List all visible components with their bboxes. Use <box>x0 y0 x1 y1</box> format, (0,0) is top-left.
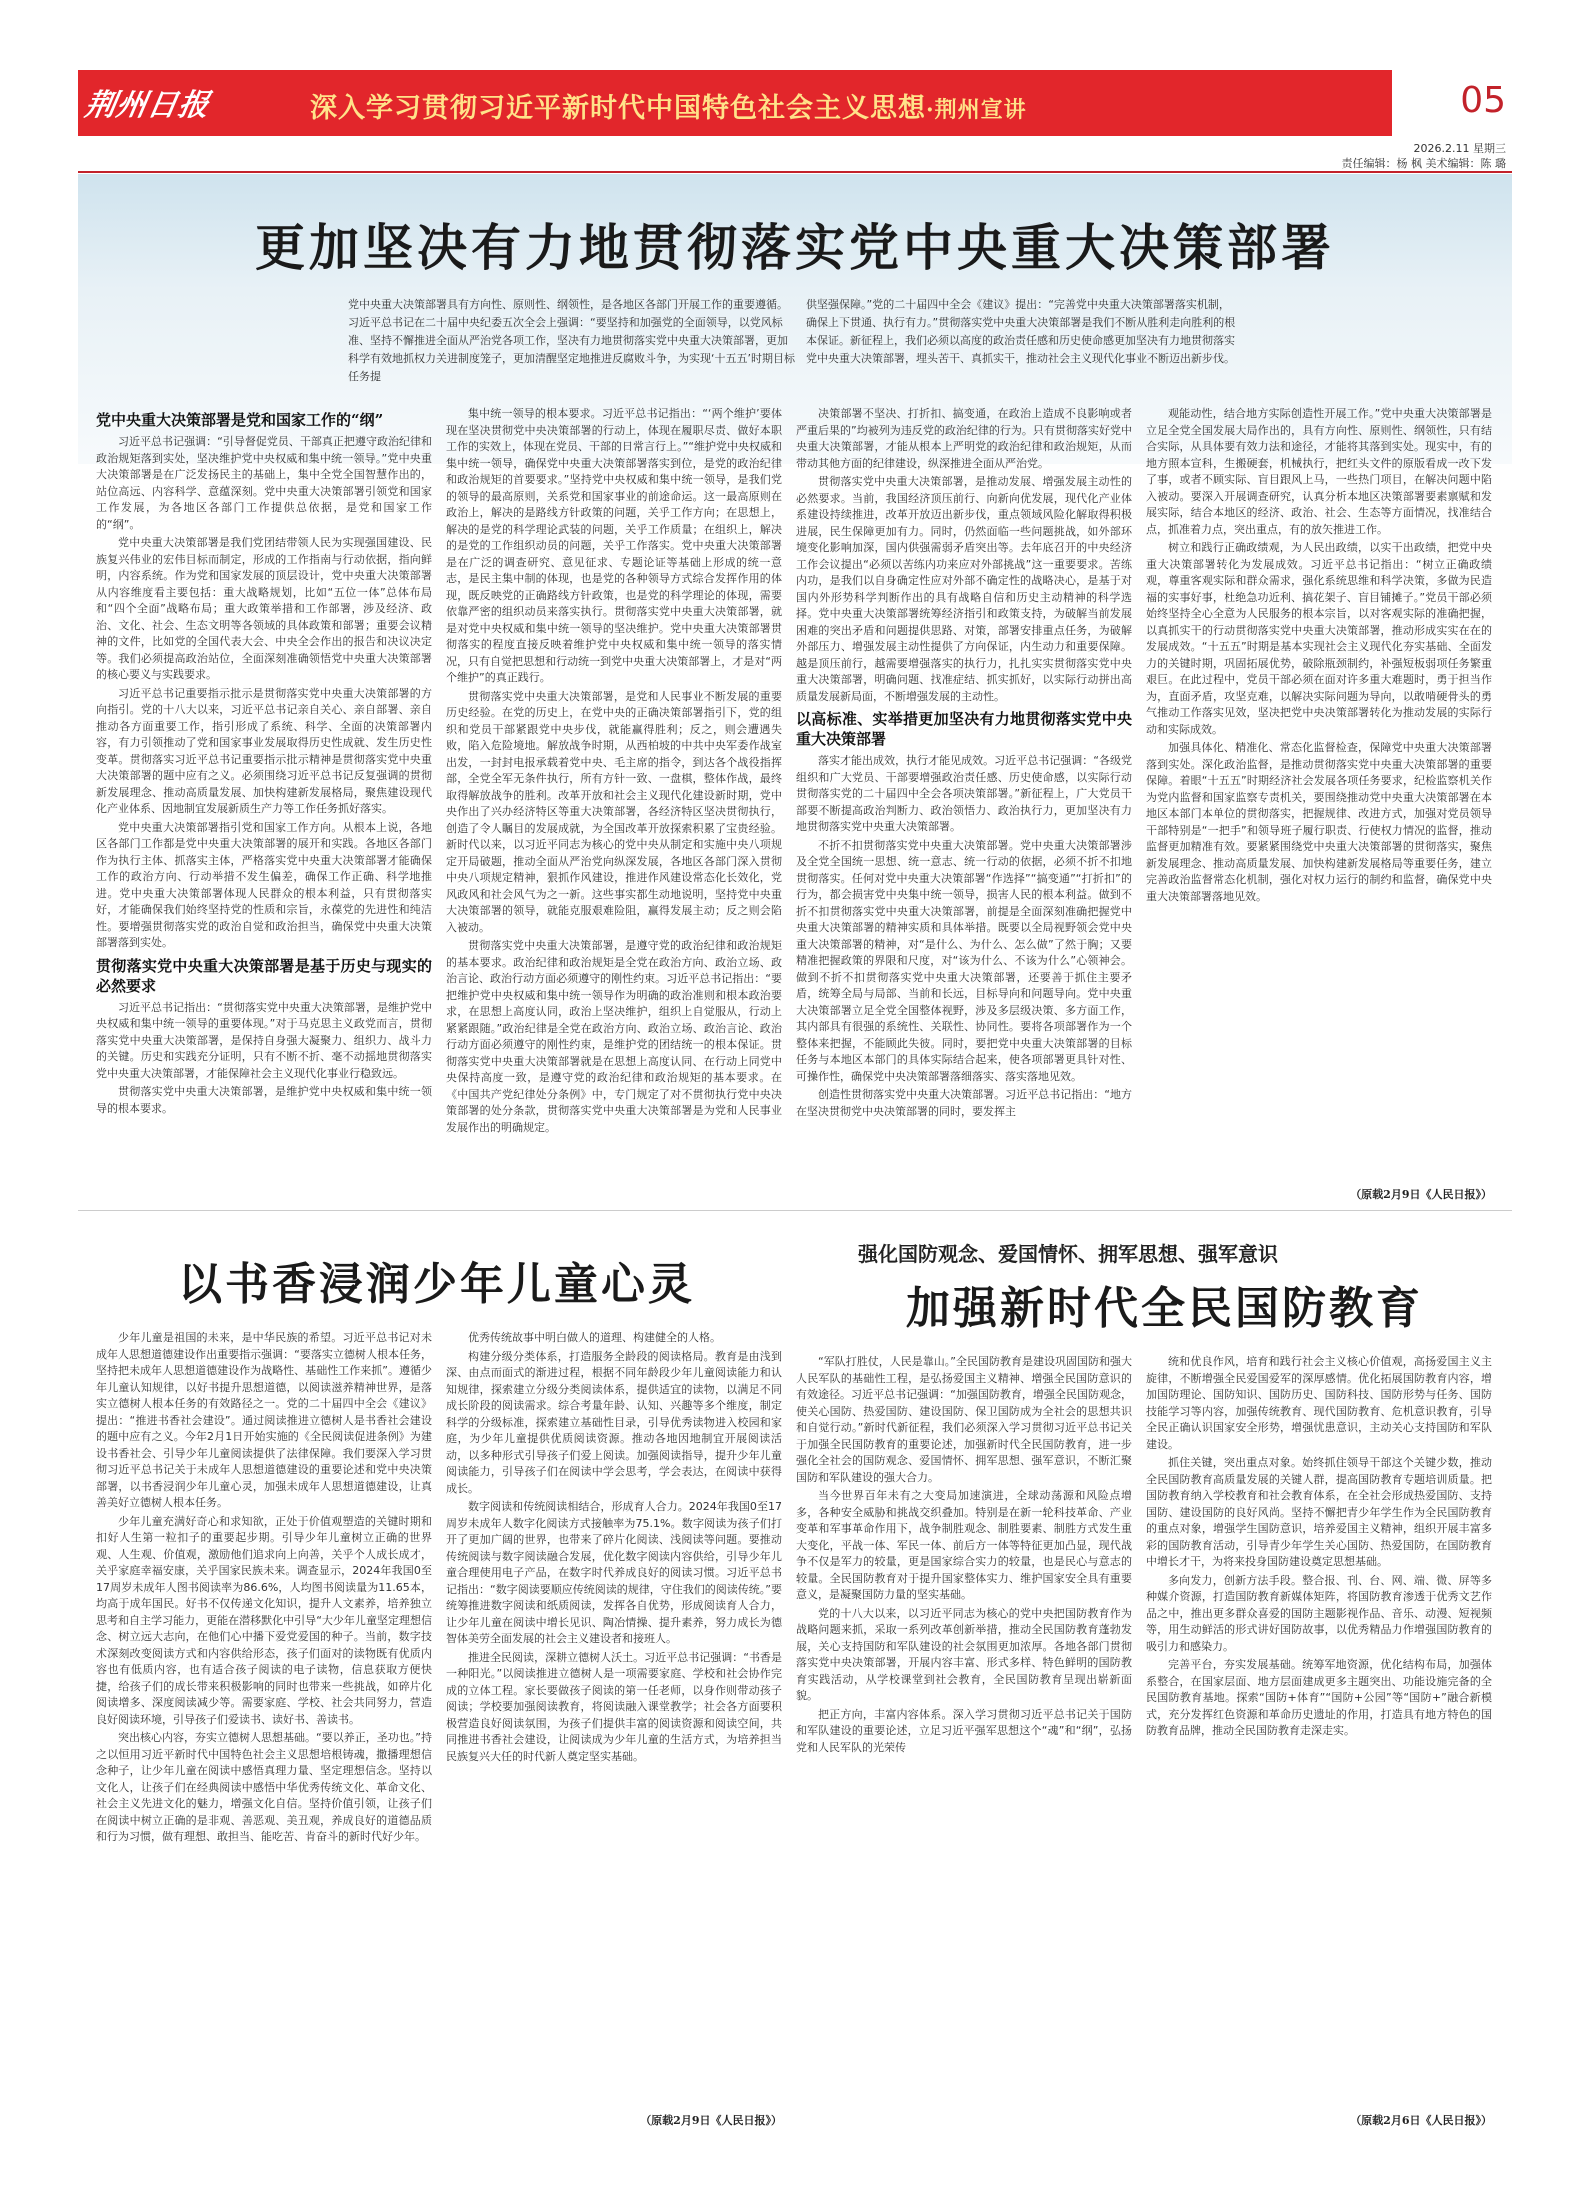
paragraph: 党中央重大决策部署是我们党团结带领人民为实现强国建设、民族复兴伟业的宏伟目标而制定，形成的工作指南与行动依据，指向鲜明，内容系统。作为党和国家发展的顶层设计，党中央重大决策部署从内容维度看主要包括：重大战略规划，比如“五位一体”总体布局和“四个全面”战略布局；重大政策举措和工作部署，涉及经济、政治、文化、社会、生态文明等各领域的具体政策和部署；重要会议精神的文件，比如党的全国代表大会、中央全会作出的报告和决议决定等。我们必须提高政治站位，全面深刻准确领悟党中央重大决策部署的核心要义与实践要求。 <box>96 536 432 681</box>
paragraph: 落实才能出成效，执行才能见成效。习近平总书记强调：“各级党组织和广大党员、干部要增强政治责任感、历史使命感，以实际行动贯彻落实党的二十届四中全会各项决策部署。”新征程上，广大党员干部要不断提高政治判断力、政治领悟力、政治执行力，更加坚决有力地贯彻落实党中央重大决策部署。 <box>796 754 1132 833</box>
editor-credits: 责任编辑：杨 枫 美术编辑：陈 璐 <box>1341 157 1506 170</box>
paragraph: 多向发力，创新方法手段。整合报、刊、台、网、端、微、屏等多种媒介资源，打造国防教育新媒体矩阵，将国防教育渗透于优秀文艺作品之中，推出更多群众喜爱的国防主题影视作品、音乐、动漫、短视频等，用生动鲜活的形式讲好国防故事，以优秀精品力作增强国防教育的吸引力和感染力。 <box>1146 1573 1492 1653</box>
issue-date: 2026.2.11 星期三 <box>1413 142 1506 155</box>
paragraph: 党的十八大以来，以习近平同志为核心的党中央把国防教育作为战略问题来抓，采取一系列改革创新举措，推动全民国防教育蓬勃发展，关心支持国防和军队建设的社会氛围更加浓厚。各地各部门贯彻落实党中央决策部署，开展内容丰富、形式多样、特色鲜明的国防教育实践活动，从学校课堂到社会教育，全民国防教育呈现出崭新面貌。 <box>796 1606 1132 1702</box>
article1-headline: 更加坚决有力地贯彻落实党中央重大决策部署 <box>255 218 1335 277</box>
newspaper-page <box>78 70 1512 2150</box>
paragraph: 统和优良作风，培育和践行社会主义核心价值观，高扬爱国主义主旋律，不断增强全民爱国爱军的深厚感情。优化拓展国防教育内容，增加国防理论、国防知识、国防历史、国防科技、国防形势与任务、国防技能学习等内容，加强传统教育、现代国防教育、危机意识教育，引导全民正确认识国家安全形势，增强忧患意识，主动关心支持国防和军队建设。 <box>1146 1355 1492 1451</box>
paragraph: 创造性贯彻落实党中央重大决策部署。习近平总书记指出：“地方在坚决贯彻党中央决策部署的同时，要发挥主 <box>796 1088 1132 1118</box>
paragraph: 贯彻落实党中央重大决策部署，是推动发展、增强发展主动性的必然要求。当前，我国经济顶压前行、向新向优发展，现代化产业体系建设持续推进，改革开放迈出新步伐，重点领域风险化解取得积极进展，民生保障更加有力。同时，仍然面临一些问题挑战，如外部环境变化影响加深，国内供强需弱矛盾突出等。去年底召开的中央经济工作会议提出“必须以苦练内功来应对外部挑战”这一重要要求。苦练内功，是我们以自身确定性应对外部不确定性的战略决心，是基于对国内外形势科学判断作出的具有战略自信和历史主动精神的科学选择。党中央重大决策部署统筹经济指引和政策支持，为破解当前发展困难的突出矛盾和问题提供思路、对策，部署安排重点任务，为破解外部压力、增强发展主动性提供了方向保证，内生动力和重要保障。越是顶压前行，越需要增强落实的执行力，扎扎实实贯彻落实党中央重大决策部署，明确问题、找准症结、抓实抓好，以实际行动拼出高质量发展新局面，不断增强发展的主动性。 <box>796 475 1132 703</box>
paragraph: 加强具体化、精准化、常态化监督检查，保障党中央重大决策部署落到实处。深化政治监督，是推动贯彻落实党中央重大决策部署的重要保障。着眼“十五五”时期经济社会发展各项任务要求，纪检监察机关作为党内监督和国家监察专责机关，要围绕推动党中央重大决策部署在本地区本部门本单位的贯彻落实，把握规律、改进方式，加强对党员领导干部特别是“一把手”和领导班子履行职责、行使权力情况的监督，推动监督更加精准有效。要紧紧围绕党中央重大决策部署的贯彻落实，聚焦新发展理念、推动高质量发展、加快构建新发展格局等重要任务，建立完善政治监督常态化机制，强化对权力运行的制约和监督，确保党中央重大决策部署落地见效。 <box>1146 741 1492 903</box>
article3-column-1 <box>796 1354 1132 2144</box>
paragraph: 习近平总书记强调：“引导督促党员、干部真正把遵守政治纪律和政治规矩落到实处，坚决维护党中央权威和集中统一领导。”党中央重大决策部署是在广泛发扬民主的基础上，集中全党全国智慧作出的，站位高远、内容科学、意蕴深刻。党中央重大决策部署引领党和国家工作发展，为各地区各部门工作提供总依据，是党和国家工作的“纲”。 <box>96 435 432 531</box>
section-title-main: 深入学习贯彻习近平新时代中国特色社会主义思想 <box>310 93 926 124</box>
article1-source: （原载2月9日《人民日报》） <box>1350 1188 1492 1201</box>
article2-column-2 <box>446 1330 782 2110</box>
paragraph: 完善平台，夯实发展基础。统筹军地资源，优化结构布局，加强体系整合，在国家层面、地方层面建成更多主题突出、功能设施完备的全民国防教育基地。探索“国防+体育”“国防+公园”等“国防+”融合新模式，充分发挥红色资源和革命历史遗址的作用，打造具有地方特色的国防教育品牌，推动全民国防教育走深走实。 <box>1146 1658 1492 1737</box>
paragraph: 当今世界百年未有之大变局加速演进，全球动荡源和风险点增多，各种安全威胁和挑战交织叠加。特别是在新一轮科技革命、产业变革和军事革命作用下，战争制胜观念、制胜要素、制胜方式发生重大变化，平战一体、军民一体、前后方一体等特征更加凸显，现代战争不仅是军力的较量，更是国家综合实力的较量，也是民心与意志的较量。全民国防教育对于提升国家整体实力、维护国家安全具有重要意义，是凝聚国防力量的坚实基础。 <box>796 1489 1132 1601</box>
article1-column-4 <box>1146 406 1492 1184</box>
paragraph: 不折不扣贯彻落实党中央重大决策部署。党中央重大决策部署涉及全党全国统一思想、统一意志、统一行动的依据，必须不折不扣地贯彻落实。任何对党中央重大决策部署“作选择”“搞变通”“打折扣”的行为，都会损害党中央集中统一领导，损害人民的根本利益。做到不折不扣贯彻落实党中央重大决策部署，前提是全面深刻准确把握党中央重大决策部署的精神实质和具体举措。既要以全局视野领会党中央重大决策部署的精神，对“是什么、为什么、怎么做”了然于胸；又要精准把握政策的界限和尺度，对“该为什么、不该为什么”心领神会。做到不折不扣贯彻落实党中央重大决策部署，还要善于抓住主要矛盾，统筹全局与局部、当前和长远，目标导向和问题导向。党中央重大决策部署立足全党全国整体视野，涉及多层级决策、多方面工作，其内部具有很强的系统性、关联性、协同性。要将各项部署作为一个整体来把握，不能顾此失彼。同时，要把党中央重大决策部署的目标任务与本地区本部门的具体实际结合起来，使各项部署更具针对性、可操作性，确保党中央决策部署落细落实、落实落地见效。 <box>796 838 1132 1083</box>
article1-subheading-2: 贯彻落实党中央重大决策部署是基于历史与现实的必然要求 <box>96 956 432 995</box>
paragraph: 观能动性，结合地方实际创造性开展工作。”党中央重大决策部署是立足全党全国发展大局作出的，具有方向性、原则性、纲领性，只有结合实际，从具体要有效力法和途径，才能将其落到实处。现实中，有的地方照本宣科，生搬硬套，机械执行，把红头文件的原版看成一改下发了事，或者不顾实际、盲目跟风上马，一些热门项目，在解决问题中陷入被动。要深入开展调查研究，认真分析本地区决策部署要素禀赋和发展实际，结合本地区的经济、政治、社会、生态等方面情况，找准结合点，抓准着力点，突出重点，有的放矢推进工作。 <box>1146 407 1492 536</box>
article2-source: （原载2月9日《人民日报》） <box>640 2114 782 2127</box>
paragraph: 习近平总书记指出：“贯彻落实党中央重大决策部署，是维护党中央权威和集中统一领导的重要体现。”对于马克思主义政党而言，贯彻落实党中央重大决策部署，是保持自身强大凝聚力、组织力、战斗力的关键。历史和实践充分证明，只有不断不折、毫不动摇地贯彻落实党中央重大决策部署，才能保障社会主义现代化事业行稳致远。 <box>96 1000 432 1080</box>
article3-source: （原载2月6日《人民日报》） <box>1350 2114 1492 2127</box>
section-title <box>310 86 1027 125</box>
paragraph: 贯彻落实党中央重大决策部署，是遵守党的政治纪律和政治规矩的基本要求。政治纪律和政治规矩是全党在政治方向、政治立场、政治言论、政治行动方面必须遵守的刚性约束。习近平总书记指出：“要把维护党中央权威和集中统一领导作为明确的政治准则和根本政治要求，在思想上高度认同，政治上坚决维护，组织上自觉服从，行动上紧紧跟随。”政治纪律是全党在政治方向、政治立场、政治言论、政治行动方面必须遵守的刚性约束，是维护党的团结统一的根本保证。贯彻落实党中央重大决策部署就是在思想上高度认同、在行动上同党中央保持高度一致，是遵守党的政治纪律和政治规矩的基本要求。在《中国共产党纪律处分条例》中，专门规定了对不贯彻执行党中央决策部署的处分条款，贯彻落实党中央重大决策部署是为党和人民事业发展作出的明确规定。 <box>446 939 782 1134</box>
article1-lead-left: 党中央重大决策部署具有方向性、原则性、纲领性，是各地区各部门开展工作的重要遵循。习近平总书记在二十届中央纪委五次全会上强调：“要坚持和加强党的全面领导，以党风标准、坚持不懈推进全面从严治党各项工作，坚决有力地贯彻落实党中央重大决策部署，更加科学有效地抓权力关进制度笼子，更加清醒坚定地推进反腐败斗争，为实现‘十五五’时期目标任务提 <box>348 298 795 383</box>
newspaper-logo: 荆州日报 <box>82 88 213 123</box>
paragraph: 贯彻落实党中央重大决策部署，是维护党中央权威和集中统一领导的根本要求。 <box>96 1085 432 1115</box>
paragraph: 数字阅读和传统阅读相结合，形成育人合力。2024年我国0至17周岁未成年人数字化阅读方式接触率为75.1%。数字阅读为孩子们打开了更加广阔的世界，也带来了碎片化阅读、浅阅读等问题。要推动传统阅读与数字阅读融合发展，优化数字阅读内容供给，引导少年儿童合理使用电子产品，在数字时代养成良好的阅读习惯。习近平总书记指出：“数字阅读要顺应传统阅读的规律，守住我们的阅读传统。”要统筹推进数字阅读和纸质阅读，发挥各自优势，形成阅读育人合力，让少年儿童在阅读中增长见识、陶冶情操、提升素养，努力成长为德智体美劳全面发展的社会主义建设者和接班人。 <box>446 1500 782 1645</box>
masthead-rule <box>78 171 1512 173</box>
paragraph: 把正方向，丰富内容体系。深入学习贯彻习近平总书记关于国防和军队建设的重要论述，立足习近平强军思想这个“魂”和“纲”，弘扬党和人民军队的光荣传 <box>796 1707 1132 1754</box>
article1-lead-right: 供坚强保障。”党的二十届四中全会《建议》提出：“完善党中央重大决策部署落实机制，确保上下贯通、执行有力。”贯彻落实党中央重大决策部署是我们不断从胜利走向胜利的根本保证。新征程上，我们必须以高度的政治责任感和历史使命感更加坚决有力地贯彻落实党中央重大决策部署，埋头苦干、真抓实干，推动社会主义现代化事业不断迈出新步伐。 <box>806 298 1236 365</box>
paragraph: “军队打胜仗，人民是靠山。”全民国防教育是建设巩固国防和强大人民军队的基础性工程，是弘扬爱国主义精神、增强全民国防意识的有效途径。习近平总书记强调：“加强国防教育，增强全民国防观念，使关心国防、热爱国防、建设国防、保卫国防成为全社会的思想共识和自觉行动。”新时代新征程，我们必须深入学习贯彻习近平总书记关于加强全民国防教育的重要论述，加强新时代全民国防教育，进一步强化全社会的国防观念、爱国情怀、拥军思想、强军意识，不断汇聚国防和军队建设的强大合力。 <box>796 1355 1132 1484</box>
paragraph: 少年儿童是祖国的未来，是中华民族的希望。习近平总书记对未成年人思想道德建设作出重要指示强调：“要落实立德树人根本任务，坚持把未成年人思想道德建设作为战略性、基础性工作来抓”。遵循少年儿童认知规律，以好书提升思想道德，以阅读滋养精神世界，是落实立德树人根本任务的有效路径之一。党的二十届四中全会《建议》提出：“推进书香社会建设”。通过阅读推进立德树人是书香社会建设的题中应有之义。今年2月1日开始实施的《全民阅读促进条例》为建设书香社会、引导少年儿童阅读提供了法律保障。我们要深入学习贯彻习近平总书记关于未成年人思想道德建设的重要论述和党中央决策部署，以书香浸润少年儿童心灵，加强未成年人思想道德建设，让真善美好立德树人根本任务。 <box>96 1331 432 1509</box>
article1-column-2 <box>446 406 782 1201</box>
article1-subheading-1: 党中央重大决策部署是党和国家工作的“纲” <box>96 411 384 429</box>
article1-column-1 <box>96 406 432 1201</box>
paragraph: 优秀传统故事中明白做人的道理、构建健全的人格。 <box>468 1331 721 1344</box>
article3-kicker: 强化国防观念、爱国情怀、拥军思想、强军意识 <box>858 1242 1278 1266</box>
article3-headline: 加强新时代全民国防教育 <box>906 1283 1423 1334</box>
page-number: 05 <box>1460 80 1506 121</box>
paragraph: 贯彻落实党中央重大决策部署，是党和人民事业不断发展的重要历史经验。在党的历史上，在党中央的正确决策部署指引下，党的组织和党员干部紧跟党中央步伐，就能赢得胜利；反之，则会遭遇失败，陷入危险境地。解放战争时期，从西柏坡的中共中央军委作战室出发，一封封电报承载着党中央、毛主席的指令，到达各个战役指挥部，全党全军无条件执行，所有方针一致、一盘棋，整体作战，最终取得解放战争的胜利。改革开放和社会主义现代化建设新时期，党中央作出了兴办经济特区等重大决策部署，各经济特区坚决贯彻执行，创造了令人瞩目的发展成就，为全国改革开放探索积累了宝贵经验。新时代以来，以习近平同志为核心的党中央从制定和实施中央八项规定开局破题，推动全面从严治党向纵深发展，各地区各部门深入贯彻中央八项规定精神，狠抓作风建设，推进作风建设常态化长效化，党风政风和社会风气为之一新。这些事实都生动地说明，坚持党中央重大决策部署的领导，就能克服艰难险阻，赢得发展主动；反之则会陷入被动。 <box>446 689 782 934</box>
paragraph: 抓住关键，突出重点对象。始终抓住领导干部这个关键少数，推动全民国防教育高质量发展的关键人群，提高国防教育专题培训质量。把国防教育纳入学校教育和社会教育体系，在全社会形成热爱国防、支持国防、建设国防的良好风尚。坚持不懈把青少年学生作为全民国防教育的重点对象，增强学生国防意识，培养爱国主义精神，组织开展丰富多彩的国防教育活动，引导青少年学生关心国防、热爱国防，在国防教育中增长才干，为将来投身国防建设奠定思想基础。 <box>1146 1456 1492 1568</box>
section-divider <box>78 1210 1512 1211</box>
paragraph: 突出核心内容，夯实立德树人思想基础。“要以养正，圣功也。”持之以恒用习近平新时代中国特色社会主义思想培根铸魂，撒播理想信念种子，让少年儿童在阅读中感悟真理力量、坚定理想信念。坚持以文化人，让孩子们在经典阅读中感悟中华优秀传统文化、革命文化、社会主义先进文化的魅力，增强文化自信。坚持价值引领，让孩子们在阅读中树立正确的是非观、善恶观、美丑观，养成良好的道德品质和行为习惯，做有理想、敢担当、能吃苦、肯奋斗的新时代好少年。 <box>96 1731 432 1843</box>
paragraph: 习近平总书记重要指示批示是贯彻落实党中央重大决策部署的方向指引。党的十八大以来，习近平总书记亲自关心、亲自部署、亲自推动各方面重要工作，指引形成了系统、科学、全面的决策部署内容，有力引领推动了党和国家事业发展取得历史性成就、发生历史性变革。贯彻落实习近平总书记重要指示批示精神是贯彻落实党中央重大决策部署的题中应有之义。必须围绕习近平总书记反复强调的贯彻新发展理念、推动高质量发展、加快构建新发展格局，聚焦建设现代化产业体系、因地制宜发展新质生产力等工作任务抓好落实。 <box>96 686 432 815</box>
paragraph: 推进全民阅读，深耕立德树人沃土。习近平总书记强调：“书香是一种阳光。”以阅读推进立德树人是一项需要家庭、学校和社会协作完成的立体工程。家长要做孩子阅读的第一任老师，以身作则带动孩子阅读；学校要加强阅读教育，将阅读融入课堂教学；社会各方面要积极营造良好阅读氛围，为孩子们提供丰富的阅读资源和阅读空间，共同推进书香社会建设，让阅读成为少年儿童的生活方式，为培养担当民族复兴大任的时代新人奠定坚实基础。 <box>446 1650 782 1763</box>
paragraph: 树立和践行正确政绩观，为人民出政绩，以实干出政绩，把党中央重大决策部署转化为发展成效。习近平总书记指出：“树立正确政绩观，尊重客观实际和群众需求，强化系统思维和科学决策，多做为民造福的实事好事，杜绝急功近利、搞花架子、盲目铺摊子。”党员干部必须始终坚持全心全意为人民服务的根本宗旨，以对客观实际的准确把握，以真抓实干的行动贯彻落实党中央重大决策部署，推动形成实实在在的发展成效。“十五五”时期是基本实现社会主义现代化夯实基础、全面发力的关键时期，巩固拓展优势，破除瓶颈制约，补强短板弱项任务繁重艰巨。在此过程中，党员干部必须在面对许多重大难题时，勇于担当作为，直面矛盾，攻坚克难，以解决实际问题为导向，以敢啃硬骨头的勇气推动工作落实见效，坚决把党中央决策部署转化为推动发展的实际行动和实际成效。 <box>1146 541 1492 736</box>
article3-column-2 <box>1146 1354 1492 2110</box>
paragraph: 构建分级分类体系，打造服务全龄段的阅读格局。教育是由浅到深、由点而面式的渐进过程，根据不同年龄段少年儿童阅读能力和认知规律，探索建立分级分类阅读体系，提供适宜的读物，以满足不同成长阶段的阅读需求。综合考量年龄、认知、兴趣等多个维度，制定科学的分级标准，探索建立基础性目录，引导优秀读物进入校园和家庭，为少年儿童提供优质阅读资源。推动各地因地制宜开展阅读活动，以多种形式引导孩子们爱上阅读。加强阅读指导，提升少年儿童阅读能力，引导孩子们在阅读中学会思考，学会表达，在阅读中获得成长。 <box>446 1349 782 1495</box>
paragraph: 集中统一领导的根本要求。习近平总书记指出：“‘两个维护’要体现在坚决贯彻党中央决策部署的行动上，体现在履职尽责、做好本职工作的实效上，体现在党员、干部的日常言行上。”“维护党中央权威和集中统一领导，确保党中央重大决策部署落实到位，是党的政治纪律和政治规矩的首要要求。”坚持党中央权威和集中统一领导，是我们党的领导的最高原则，关系党和国家事业的前途命运。这一最高原则在政治上，解决的是路线方针政策的问题，关乎工作方向；在思想上，解决的是党的科学理论武装的问题，关乎工作质量；在组织上，解决的是党的工作组织动员的问题，关乎工作落实。党中央重大决策部署是在广泛的调查研究、意见征求、专题论证等基础上形成的统一意志，是民主集中制的体现，也是党的各种领导方式综合发挥作用的体现，既反映党的正确路线方针政策，也是党的科学理论的体现，需要依靠严密的组织动员来落实执行。贯彻落实党中央重大决策部署，就是对党中央权威和集中统一领导的坚决维护。党中央重大决策部署贯彻落实的程度直接反映着维护党中央权威和集中统一领导的落实情况，只有自觉把思想和行动统一到党中央重大决策部署上，才是对“两个维护”的真正践行。 <box>446 407 782 684</box>
article2-headline: 以书香浸润少年儿童心灵 <box>178 1259 695 1310</box>
paragraph: 党中央重大决策部署指引党和国家工作方向。从根本上说，各地区各部门工作都是党中央重大决策部署的展开和实践。各地区各部门作为执行主体、抓落实主体，严格落实党中央重大决策部署才能确保工作的政治方向、行动举措不发生偏差，确保工作正确、科学地推进。党中央重大决策部署体现人民群众的根本利益，只有贯彻落实好，才能确保我们始终坚持党的性质和宗旨，永葆党的先进性和纯洁性。要增强贯彻落实党的政治自觉和政治担当，确保党中央重大决策部署落到实处。 <box>96 820 432 949</box>
paragraph: 少年儿童充满好奇心和求知欲，正处于价值观塑造的关键时期和扣好人生第一粒扣子的重要起步期。引导少年儿童树立正确的世界观、人生观、价值观，激励他们追求向上向善，关乎个人成长成才，关乎家庭幸福安康，关乎国家民族未来。调查显示，2024年我国0至17周岁未成年人图书阅读率为86.6%，人均图书阅读量为11.65本，均高于成年国民。好书不仅传递文化知识，提升人文素养，培养独立思考和自主学习能力，更能在潜移默化中引导“大少年儿童坚定理想信念、树立远大志向，在他们心中播下爱党爱国的种子。当前，数字技术深刻改变阅读方式和内容供给形态，孩子们面对的读物既有优质内容也有低质内容，也有适合孩子阅读的电子读物，信息获取方便快捷，给孩子们的成长带来积极影响的同时也带来一些挑战，如碎片化阅读增多、深度阅读减少等。需要家庭、学校、社会共同努力，营造良好阅读环境，引导孩子们爱读书、读好书、善读书。 <box>96 1514 432 1726</box>
article1-subheading-3: 以高标准、实举措更加坚决有力地贯彻落实党中央重大决策部署 <box>796 710 1132 748</box>
article1-column-3 <box>796 406 1132 1201</box>
section-title-sub: ·荆州宣讲 <box>926 97 1027 123</box>
article2-column-1 <box>96 1330 432 2130</box>
paragraph: 决策部署不坚决、打折扣、搞变通，在政治上造成不良影响或者严重后果的”均被列为违反党的政治纪律的行为。只有贯彻落实好党中央重大决策部署，才能从根本上严明党的政治纪律和政治规矩，从而带动其他方面的纪律建设，纵深推进全面从严治党。 <box>796 407 1132 470</box>
